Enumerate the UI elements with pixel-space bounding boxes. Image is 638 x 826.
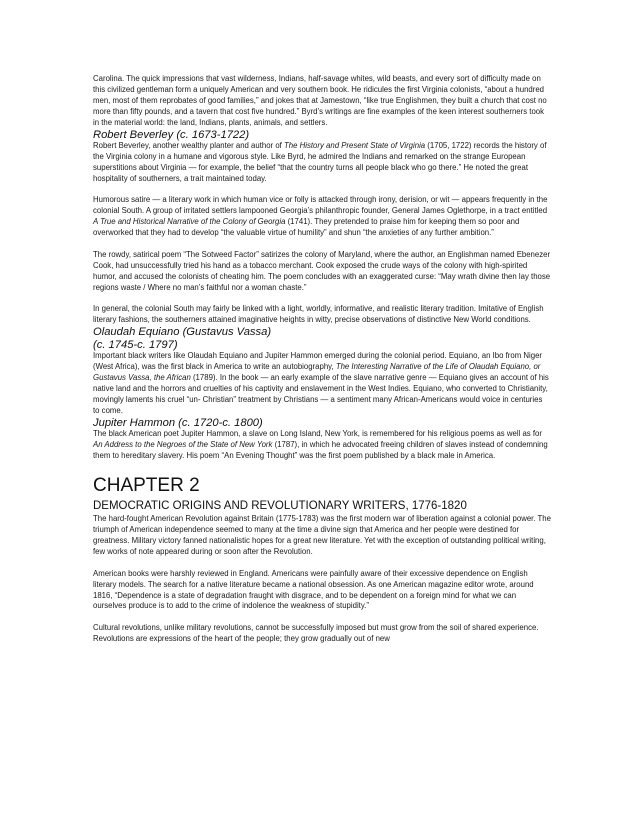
paragraph-equiano: Important black writers like Olaudah Equiano and Jupiter Hammon emerged during the colonial period. Equiano, an Ibo from Niger (West Africa), was the first black in America to write an autobiography, The Interesting Narrative of the Life of Olaudah Equiano, or Gustavus Vassa, the African (1789). In the book — an early example of the slave narrative genre — Equiano gives an account of his native land and the horrors and cruelties of his captivity and enslavement in the West Indies. Equiano, who converted to Christianity, movingly laments his cruel “un- Christian” treatment by Christians — a sentiment many African-Americans would voice in centuries to come. [93,351,549,415]
paragraph-american-revolution: The hard-fought American Revolution against Britain (1775-1783) was the first modern war of liberation against a colonial power. The triumph of American independence seemed to many at the time a divine sign that America and her people were destined for greatness. Military victory fanned nationalistic hopes for a great new literature. Yet with the exception of outstanding political writing, few works of note appeared during or soon after the Revolution. [93,514,551,556]
paragraph-byrd-continued: Carolina. The quick impressions that vast wilderness, Indians, half-savage whites, wild beasts, and every sort of difficulty made on this civilized gentleman form a uniquely American and very southern book. He ridicules the first Virginia colonists, “about a hundred men, most of them reprobates of good families,” and jokes that at Jamestown, “like true Englishmen, they built a church that cost no more than fifty pounds, and a tavern that cost five hundred.” Byrd’s writings are fine examples of the keen interest southerners took in the material world: the land, Indians, plants, animals, and settlers. [93,74,547,127]
paragraph-colonial-south: In general, the colonial South may fairly be linked with a light, worldly, informative, and realistic literary tradition. Imitative of English literary fashions, the southerners attained imaginative heights in witty, precise observations of distinctive New World conditions. [93,304,544,325]
paragraph-cultural-revolutions: Cultural revolutions, unlike military revolutions, cannot be successfully imposed but must grow from the soil of shared experience. Revolutions are expressions of the heart of the people; they grow gradually out of new [93,623,539,644]
page-content [93,74,551,645]
heading-robert-beverley: Robert Beverley (c. 1673-1722) [93,128,250,141]
paragraph-humorous-satire: Humorous satire — a literary work in which human vice or folly is attacked through irony, derision, or wit — appears frequently in the colonial South. A group of irritated settlers lampooned Georgia’s philanthropic founder, General James Oglethorpe, in a tract entitled A True and Historical Narrative of the Colony of Georgia (1741). They pretended to praise him for keeping them so poor and overworked that they had to develop “the valuable virtue of humility” and shun “the anxieties of any further ambition.” [93,195,548,238]
paragraph-sotweed-factor: The rowdy, satirical poem “The Sotweed Factor” satirizes the colony of Maryland, where the author, an Englishman named Ebenezer Cook, had unsuccessfully tried his hand as a tobacco merchant. Cook exposed the crude ways of the colony with high-spirited humor, and accused the colonists of cheating him. The poem concludes with an exaggerated curse: “May wrath divine then lay those regions waste / Where no man’s faithful nor a woman chaste.” [93,249,551,292]
book-title-address-negroes: An Address to the Negroes of the State of New York [93,439,273,449]
heading-jupiter-hammon: Jupiter Hammon (c. 1720-c. 1800) [93,416,263,429]
paragraph-american-books: American books were harshly reviewed in England. Americans were painfully aware of their excessive dependence on English literary models. The search for a native literature became a national obsession. As one American magazine editor wrote, around 1816, “Dependence is a state of degradation fraught with disgrace, and to be dependent on a foreign mind for what we can ourselves produce is to add to the crime of indolence the weakness of stupidity.” [93,568,534,611]
book-title-history-virginia: The History and Present State of Virginia [284,140,426,150]
paragraph-beverley: Robert Beverley, another wealthy planter and author of The History and Present State of Virginia (1705, 1722) records the history of the Virginia colony in a humane and vigorous style. Like Byrd, he admired the Indians and remarked on the strange European superstitions about Virginia — for example, the belief “that the country turns all people black who go there.” He noted the great hospitality of southerners, a trait maintained today. [93,140,547,183]
book-title-narrative-georgia: A True and Historical Narrative of the Colony of Georgia [93,217,286,227]
chapter-subtitle: DEMOCRATIC ORIGINS AND REVOLUTIONARY WRITERS, 1776-1820 [93,499,467,512]
chapter-title: CHAPTER 2 [93,474,200,496]
book-title-interesting-narrative: The Interesting Narrative of the Life of Olaudah Equiano, or Gustavus Vassa, the African [93,362,541,382]
heading-olaudah-equiano: Olaudah Equiano (Gustavus Vassa) [93,326,272,339]
heading-olaudah-equiano-dates: (c. 1745-c. 1797) [93,338,178,351]
paragraph-hammon: The black American poet Jupiter Hammon, a slave on Long Island, New York, is remembered for his religious poems as well as for An Address to the Negroes of the State of New York (1787), in which he advocated freeing children of slaves instead of condemning them to hereditary slavery. His poem “An Evening Thought” was the first poem published by a black male in America. [93,428,548,460]
